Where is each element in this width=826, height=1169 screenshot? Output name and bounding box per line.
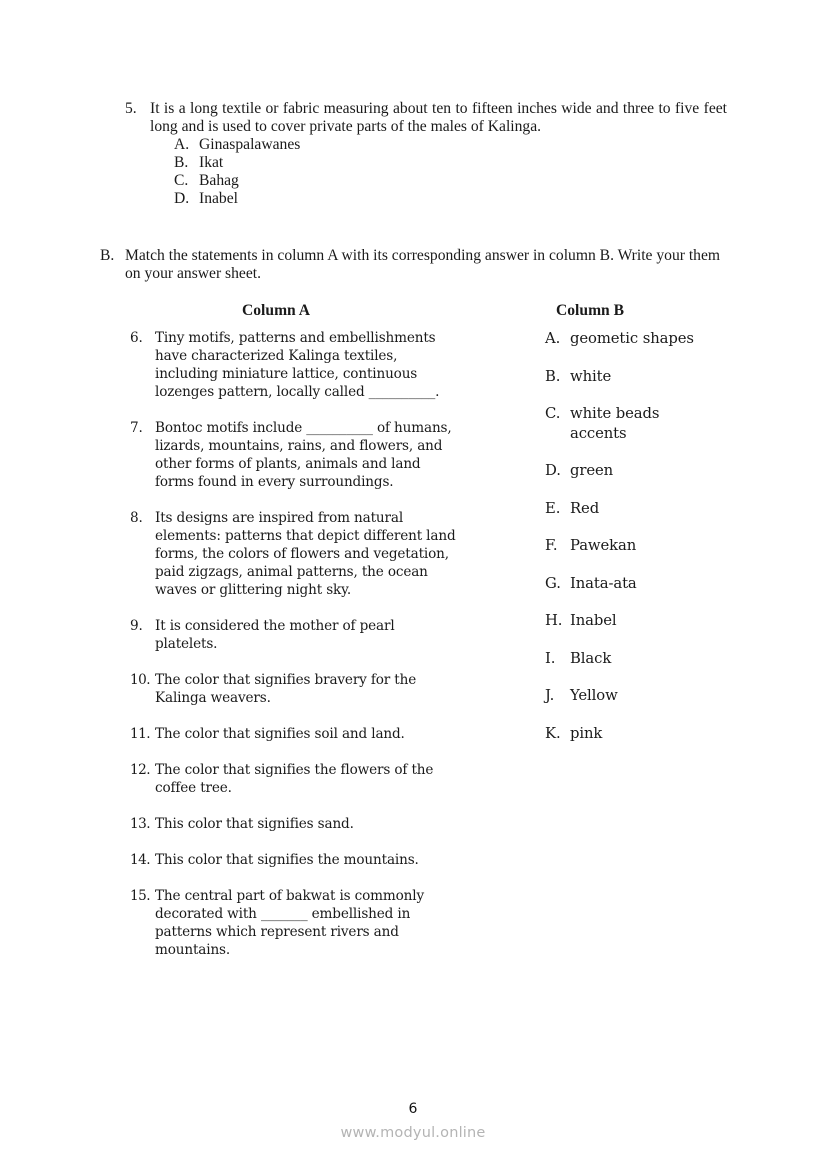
option-letter: G.	[545, 574, 561, 592]
option-text: Black	[570, 649, 612, 667]
column-a-item-7	[130, 419, 460, 491]
option-text: Yellow	[570, 687, 618, 704]
item-number: 11.	[130, 726, 151, 742]
choice-letter: C.	[174, 172, 189, 189]
option-text: Red	[570, 499, 600, 517]
item-text: Its designs are inspired from natural elements: patterns that depict different land forms, the colors of flowers and vegetation, paid zigzags, animal patterns, the ocean waves or glittering night sky.	[155, 510, 456, 598]
choice-letter: B.	[174, 154, 189, 171]
question-stem: It is a long textile or fabric measuring about ten to fifteen inches wide and three to five feet long and is used to cover private parts of the males of Kalinga.	[150, 100, 727, 135]
option-letter: B.	[545, 367, 561, 385]
column-b-option-a	[545, 329, 745, 349]
option-letter: C.	[545, 405, 561, 422]
choice-text: Inabel	[199, 190, 238, 207]
choice-text: Bahag	[199, 172, 239, 189]
item-number: 6.	[130, 330, 143, 346]
watermark: www.modyul.online	[340, 1125, 486, 1141]
option-text: Pawekan	[570, 537, 637, 554]
column-a-item-8	[130, 509, 460, 599]
item-number: 15.	[130, 888, 151, 904]
option-letter: I.	[545, 649, 556, 667]
column-b-option-h	[545, 611, 745, 631]
option-text: Inabel	[570, 612, 617, 629]
question-number: 5.	[125, 100, 137, 117]
column-b-option-d	[545, 461, 745, 481]
column-a-item-11	[130, 725, 460, 743]
option-letter: A.	[545, 330, 561, 347]
option-text: Inata-ata	[570, 574, 637, 592]
page-number: 6	[408, 1101, 418, 1117]
option-letter: E.	[545, 499, 561, 517]
option-text: geometic shapes	[570, 330, 694, 347]
item-number: 13.	[130, 816, 151, 832]
option-letter: K.	[545, 724, 561, 742]
choice-c	[174, 172, 727, 190]
part-label: B.	[100, 247, 115, 264]
option-text: pink	[570, 724, 603, 742]
choice-letter: D.	[174, 190, 190, 207]
item-number: 12.	[130, 762, 151, 778]
item-number: 8.	[130, 510, 143, 526]
column-b-option-c	[545, 404, 710, 443]
choice-letter: A.	[174, 136, 190, 153]
choice-a	[174, 136, 727, 154]
column-a-item-15	[130, 887, 460, 959]
column-b-option-b	[545, 367, 745, 387]
choice-text: Ginaspalawanes	[199, 136, 301, 153]
column-a-item-9	[130, 617, 460, 653]
item-number: 10.	[130, 672, 151, 688]
option-text: white beads accents	[570, 405, 660, 442]
choice-list	[174, 136, 727, 208]
option-letter: H.	[545, 612, 563, 629]
column-b-option-k	[545, 724, 745, 744]
item-text: The color that signifies the flowers of the coffee tree.	[155, 762, 434, 796]
option-letter: J.	[545, 687, 555, 704]
choice-text: Ikat	[199, 154, 224, 171]
column-b-option-g	[545, 574, 745, 594]
column-a-item-10	[130, 671, 460, 707]
choice-b	[174, 154, 727, 172]
option-letter: F.	[545, 537, 558, 554]
column-b-option-i	[545, 649, 745, 669]
item-text: The color that signifies bravery for the Kalinga weavers.	[155, 672, 417, 706]
item-number: 9.	[130, 618, 143, 634]
column-a-item-14	[130, 851, 460, 869]
item-text: This color that signifies the mountains.	[155, 852, 419, 868]
item-text: The central part of bakwat is commonly decorated with _______ embellished in patterns which represent rivers and mountains.	[155, 888, 425, 958]
item-text: The color that signifies soil and land.	[155, 726, 405, 742]
column-b-option-e	[545, 499, 745, 519]
item-text: It is considered the mother of pearl platelets.	[155, 618, 395, 652]
column-a-item-13	[130, 815, 460, 833]
column-b-header: Column B	[556, 302, 625, 319]
column-b-option-f	[545, 536, 745, 556]
item-text: Tiny motifs, patterns and embellishments have characterized Kalinga textiles, including miniature lattice, continuous lozenges pattern, locally called __________.	[155, 330, 440, 400]
column-b-list	[545, 329, 745, 761]
item-text: This color that signifies sand.	[155, 816, 354, 832]
column-a-item-6	[130, 329, 460, 401]
column-a-header: Column A	[242, 302, 311, 319]
question-5	[125, 100, 727, 208]
item-number: 7.	[130, 420, 143, 436]
part-b-instruction	[100, 247, 728, 283]
choice-d	[174, 190, 727, 208]
item-text: Bontoc motifs include __________ of humans, lizards, mountains, rains, and flowers, and other forms of plants, animals and land forms found in every surroundings.	[155, 420, 452, 490]
option-letter: D.	[545, 462, 561, 479]
column-b-option-j	[545, 686, 745, 706]
option-text: white	[570, 367, 612, 385]
column-a-item-12	[130, 761, 460, 797]
option-text: green	[570, 462, 614, 479]
instruction-text: Match the statements in column A with its corresponding answer in column B. Write your them on your answer sheet.	[125, 247, 721, 282]
item-number: 14.	[130, 852, 151, 868]
column-a-list	[130, 329, 460, 977]
